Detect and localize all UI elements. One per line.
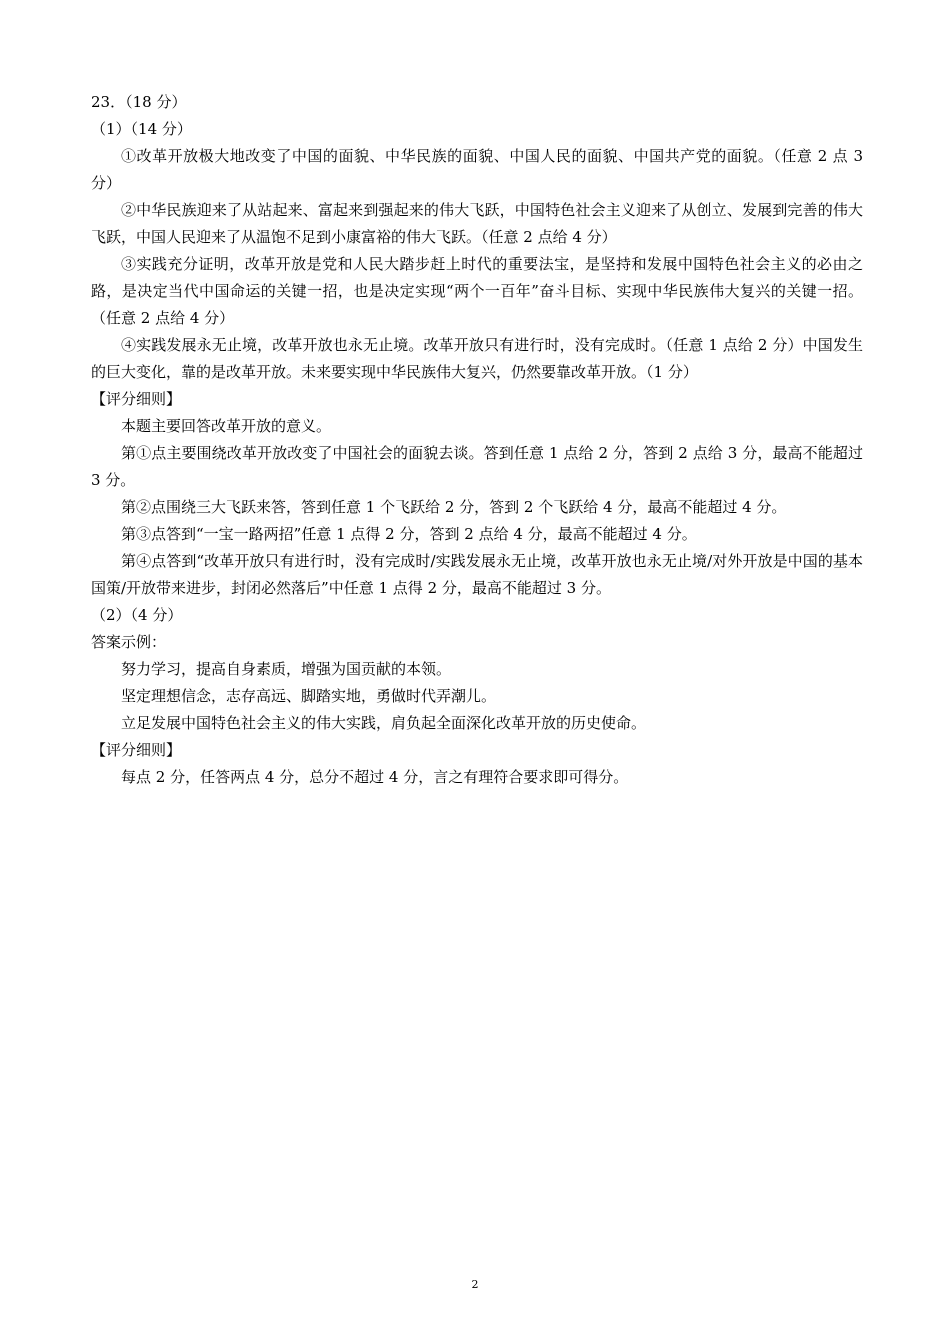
- part1-answer-1: ①改革开放极大地改变了中国的面貌、中华民族的面貌、中国人民的面貌、中国共产党的面貌。（任意 2 点 3 分）: [91, 147, 863, 192]
- part1-rubric-line-3: 第②点围绕三大飞跃来答，答到任意 1 个飞跃给 2 分，答到 2 个飞跃给 4 分，最高不能超过 4 分。: [121, 498, 787, 516]
- part2-example-2: 坚定理想信念，志存高远、脚踏实地，勇做时代弄潮儿。: [121, 687, 497, 705]
- part1-answer-3: ③实践充分证明，改革开放是党和人民大踏步赶上时代的重要法宝，是坚持和发展中国特色社会主义的必由之路，是决定当代中国命运的关键一招，也是决定实现“两个一百年”奋斗目标、实现中华民族伟大复兴的关键一招。（任意 2 点给 4 分）: [91, 255, 863, 327]
- part2-rubric-line-1: 每点 2 分，任答两点 4 分，总分不超过 4 分，言之有理符合要求即可得分。: [121, 768, 629, 786]
- part2-example-3: 立足发展中国特色社会主义的伟大实践，肩负起全面深化改革开放的历史使命。: [121, 714, 647, 732]
- question-header: 23．（18 分）: [91, 93, 187, 111]
- part1-answer-2: ②中华民族迎来了从站起来、富起来到强起来的伟大飞跃，中国特色社会主义迎来了从创立、发展到完善的伟大飞跃，中国人民迎来了从温饱不足到小康富裕的伟大飞跃。（任意 2 点给 4 分）: [91, 201, 863, 246]
- answer-document: [91, 89, 863, 791]
- part2-example-1: 努力学习，提高自身素质，增强为国贡献的本领。: [121, 660, 452, 678]
- part1-rubric-line-4: 第③点答到“一宝一路两招”任意 1 点得 2 分，答到 2 点给 4 分，最高不能超过 4 分。: [121, 525, 697, 543]
- part2-header: （2）（4 分）: [91, 606, 183, 624]
- part1-rubric-line-2: 第①点主要围绕改革开放改变了中国社会的面貌去谈。答到任意 1 点给 2 分，答到 2 点给 3 分，最高不能超过 3 分。: [91, 444, 863, 489]
- part1-answer-4: ④实践发展永无止境，改革开放也永无止境。改革开放只有进行时，没有完成时。（任意 1 点给 2 分）中国发生的巨大变化，靠的是改革开放。未来要实现中华民族伟大复兴，仍然要靠改革开放。（1 分）: [91, 336, 863, 381]
- part1-header: （1）（14 分）: [91, 120, 192, 138]
- part1-rubric-title: 【评分细则】: [91, 390, 182, 408]
- page-number: 2: [471, 1278, 479, 1291]
- part1-rubric-line-1: 本题主要回答改革开放的意义。: [121, 417, 332, 435]
- part1-rubric-line-5: 第④点答到“改革开放只有进行时，没有完成时/实践发展永无止境，改革开放也永无止境/对外开放是中国的基本国策/开放带来进步，封闭必然落后”中任意 1 点得 2 分，最高不能超过 3 分。: [91, 552, 863, 597]
- part2-example-title: 答案示例：: [91, 633, 167, 651]
- part2-rubric-title: 【评分细则】: [91, 741, 182, 759]
